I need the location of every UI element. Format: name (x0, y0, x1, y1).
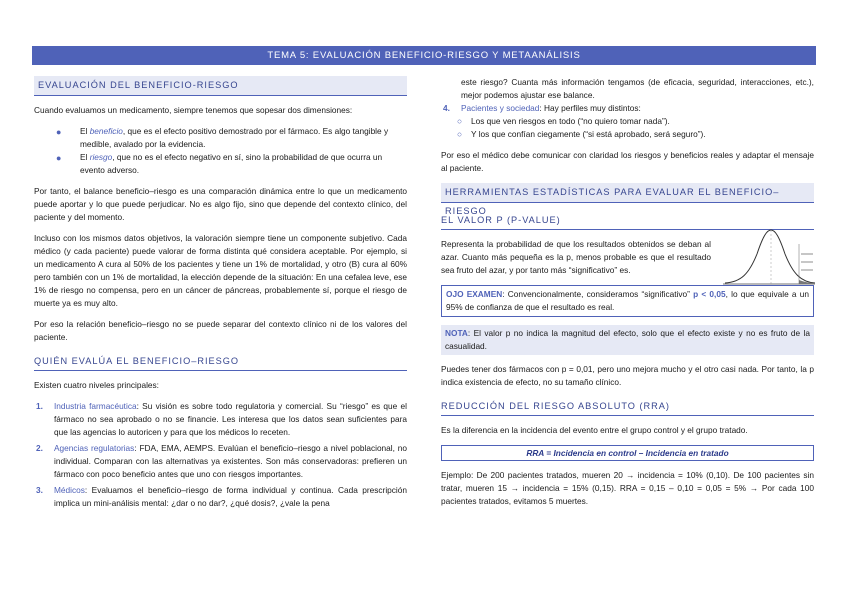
paragraph-rra-example: Ejemplo: De 200 pacientes tratados, mueren 20 → incidencia = 10% (0,10). De 100 pacientes sin tratar, mueren 15 → incidencia = 15% (0,15). RRA = 0,15 – 0,10 = 0,05 = 5% → Por cada 100 pacientes tratados, evitamos 5 muertes. (441, 470, 814, 506)
subsection-title-rra: REDUCCIÓN DEL RIESGO ABSOLUTO (RRA) (441, 397, 814, 416)
paragraph-levels-intro: Existen cuatro niveles principales: (34, 380, 159, 390)
list-item: ● El riesgo, que no es el efecto negativo en sí, sino la probabilidad de que ocurra un evento adverso. (56, 152, 383, 175)
list-item: ○ Los que ven riesgos en todo (“no quiero tomar nada”). (457, 116, 670, 126)
bullet-icon: ● (56, 153, 62, 163)
paragraph-communication: Por eso el médico debe comunicar con claridad los riesgos y beneficios reales y adaptar el mensaje al paciente. (441, 150, 814, 173)
paragraph-intro: Cuando evaluamos un medicamento, siempre tenemos que sopesar dos dimensiones: (34, 105, 353, 115)
bullet-icon: ● (56, 127, 62, 137)
list-item: 3. Médicos: Evaluamos el beneficio–riesgo de forma individual y continua. Cada prescripción implica un mini-análisis mental: ¿dar o no dar?, ¿qué dosis?, ¿vale la pena (36, 485, 407, 508)
nota-box: NOTA: El valor p no indica la magnitud del efecto, solo que el efecto existe y no es fruto de la casualidad. (441, 325, 814, 355)
section-title-evaluacion: EVALUACIÓN DEL BENEFICIO-RIESGO (34, 76, 407, 96)
list-item: 2. Agencias regulatorias: FDA, EMA, AEMPS. Evalúan el beneficio–riesgo a nivel poblacional, no individual. Comparan con las alternativas ya existentes. Son más conservadoras: prefieren un fármaco con poco beneficio antes que uno con riesgos importantes. (36, 443, 407, 479)
paragraph-continuation: este riesgo? Cuanta más información tengamos (de eficacia, seguridad, interacciones, etc.), mejor podemos ajustar ese balance. (461, 77, 814, 100)
circle-bullet-icon: ○ (457, 116, 463, 126)
exam-note-box: OJO EXAMEN: Convencionalmente, consideramos “significativo” p < 0,05, lo que equivale a un 95% de confianza de que el resultado es real. (441, 285, 814, 317)
right-column (441, 76, 814, 508)
section-title-herramientas: HERRAMIENTAS ESTADÍSTICAS PARA EVALUAR EL BENEFICIO–RIESGO (441, 183, 814, 203)
pvalue-block (441, 238, 814, 277)
rra-formula: RRA = Incidencia en control – Incidencia en tratado (441, 445, 814, 461)
list-item: 1. Industria farmacéutica: Su visión es sobre todo regulatoria y comercial. Su “riesgo” es que el fármaco no sea aprobado o no se financie. Les interesa que los datos sean suficientes para que las agencias lo autoricen y para que los médicos lo receten. (36, 401, 407, 437)
bell-curve (725, 230, 815, 283)
dimension-list (34, 125, 407, 177)
circle-bullet-icon: ○ (457, 129, 463, 139)
subsection-title-pvalue: EL VALOR P (P-VALUE) (441, 211, 814, 230)
bell-curve-figure (721, 224, 817, 294)
list-item: 4. Pacientes y sociedad: Hay perfiles muy distintos: (443, 103, 641, 113)
paragraph-subjective: Incluso con los mismos datos objetivos, la valoración siempre tiene un componente subjetivo. Cada médico (y cada paciente) puede valorar de forma distinta qué considera aceptable. Por ejemplo, si un medicamento A cura al 50% de los pacientes y tiene un 1% de mortalidad, y otro (B) cura al 60% pero también con un 1% de mortalidad, la elección depende de la situación: En una cefalea leve, ese 1% de riesgo no compensa, pero en un cáncer de páncreas, probablemente sí, porque el riesgo de muerte ya es muy alto. (34, 233, 407, 308)
paragraph-pvalue: Representa la probabilidad de que los resultados obtenidos se deban al azar. Cuanto más pequeña es la p, menos probable es que el resultado sea fruto del azar, y por tanto más “significativo” es. (441, 239, 711, 275)
paragraph-context: Por eso la relación beneficio–riesgo no se puede separar del contexto clínico ni de los valores del paciente. (34, 319, 407, 342)
levels-list (34, 400, 407, 510)
paragraph-rra-definition: Es la diferencia en la incidencia del evento entre el grupo control y el grupo tratado. (441, 425, 748, 435)
left-column (34, 76, 407, 510)
paragraph-p-magnitude: Puedes tener dos fármacos con p = 0,01, pero uno mejora mucho y el otro casi nada. Por tanto, la p indica existencia de efecto, no su tamaño clínico. (441, 364, 814, 387)
document-banner: TEMA 5: EVALUACIÓN BENEFICIO-RIESGO Y METAANÁLISIS (32, 46, 816, 65)
bell-tail-area (799, 280, 815, 284)
levels-list-continued (441, 102, 814, 115)
section-title-quien: QUIÉN EVALÚA EL BENEFICIO–RIESGO (34, 352, 407, 371)
paragraph-balance: Por tanto, el balance beneficio–riesgo es una comparación dinámica entre lo que un medicamento puede aportar y lo que puede perjudicar. No es algo fijo, sino que depende del contexto clínico, del paciente y del momento. (34, 186, 407, 222)
list-item: ○ Y los que confían ciegamente (“si está aprobado, será seguro”). (457, 129, 706, 139)
patient-profiles-list (441, 115, 814, 141)
list-item: ● El beneficio, que es el efecto positivo demostrado por el fármaco. Es algo tangible y medible, avalado por la evidencia. (56, 126, 389, 149)
